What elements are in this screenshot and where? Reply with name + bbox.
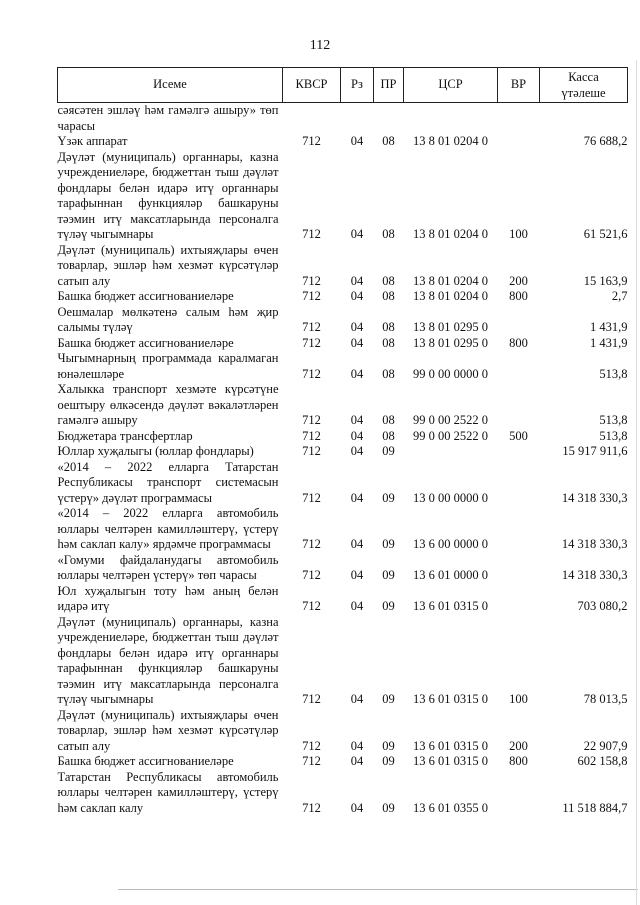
cell-vr xyxy=(498,444,540,460)
cell-pr: 09 xyxy=(382,754,395,768)
cell-kassa: 1 431,9 xyxy=(590,320,628,334)
cell-kassa: 513,8 xyxy=(599,413,628,427)
header-kvsr: КВСР xyxy=(283,68,341,103)
budget-table xyxy=(57,67,628,816)
cell-pr: 08 xyxy=(382,289,395,303)
table-row xyxy=(58,243,628,290)
cell-kassa: 602 158,8 xyxy=(577,754,628,768)
header-pr: ПР xyxy=(374,68,404,103)
table-row xyxy=(58,351,628,382)
cell-name: «2014 – 2022 елларга автомобиль юллары челтәрен камилләштерү, үстерү һәм саклап калу» ярдәмче программасы xyxy=(57,506,279,551)
cell-name: Башка бюджет ассигнованиеләре xyxy=(57,335,234,350)
cell-pr: 08 xyxy=(382,227,395,241)
cell-pr: 09 xyxy=(382,490,395,505)
cell-kassa: 14 318 330,3 xyxy=(561,568,628,582)
cell-kvsr: 712 xyxy=(302,692,321,706)
cell-name: Дәүләт (муниципаль) органнары, казна учреждениеләре, бюджеттан тыш дәүләт фондлары белән идарә итү органнары тарафыннан функцияләр башкаруны тәэмин итү максатларында персоналга түләү чыгымнары xyxy=(57,149,279,241)
page-number: 112 xyxy=(309,38,331,53)
right-edge-rule xyxy=(636,60,637,905)
cell-csr: 13 6 01 0315 0 xyxy=(413,599,488,613)
cell-kvsr: 712 xyxy=(302,599,321,613)
table-row xyxy=(58,553,628,584)
cell-kvsr xyxy=(283,103,341,135)
cell-kassa: 22 907,9 xyxy=(583,738,628,753)
cell-vr: 800 xyxy=(509,335,528,350)
cell-kassa: 513,8 xyxy=(599,366,628,381)
table-row xyxy=(58,429,628,445)
table-row xyxy=(58,134,628,150)
cell-vr: 100 xyxy=(509,227,528,241)
cell-vr xyxy=(498,351,540,382)
cell-pr: 09 xyxy=(382,800,395,815)
cell-vr: 800 xyxy=(509,289,528,303)
cell-name: Дәүләт (муниципаль) ихтыяҗлары өчен товарлар, эшләр һәм хезмәт күрсәтүләр сатып алу xyxy=(57,707,279,753)
header-name: Исеме xyxy=(58,68,283,103)
cell-kvsr: 712 xyxy=(302,490,321,505)
cell-pr: 09 xyxy=(382,738,395,753)
header-kassa-line2: үтәлеше xyxy=(561,86,606,100)
cell-csr: 99 0 00 0000 0 xyxy=(413,366,488,381)
cell-rz: 04 xyxy=(350,738,364,753)
cell-pr: 08 xyxy=(382,366,395,381)
table-row xyxy=(58,584,628,615)
cell-pr: 09 xyxy=(382,568,395,582)
table-row xyxy=(58,336,628,352)
cell-kvsr: 712 xyxy=(302,568,321,582)
cell-name: Бюджетара трансфертлар xyxy=(57,428,193,443)
header-kassa-line1: Касса xyxy=(568,70,599,84)
cell-csr: 13 0 00 0000 0 xyxy=(413,490,488,505)
cell-pr: 08 xyxy=(382,413,395,427)
cell-rz: 04 xyxy=(350,754,364,768)
cell-kassa: 78 013,5 xyxy=(583,692,628,706)
cell-csr: 13 6 01 0315 0 xyxy=(413,754,488,768)
cell-csr: 13 6 01 0315 0 xyxy=(413,692,488,706)
cell-csr: 13 8 01 0204 0 xyxy=(413,289,488,303)
cell-name: Татарстан Республикасы автомобиль юллары челтәрен камилләштерү, үстерү һәм саклап калу xyxy=(57,769,279,815)
table-row xyxy=(58,444,628,460)
cell-kvsr: 712 xyxy=(302,366,321,381)
cell-kassa: 15 163,9 xyxy=(583,273,628,288)
cell-rz: 04 xyxy=(350,413,364,427)
cell-name: Дәүләт (муниципаль) органнары, казна учреждениеләре, бюджеттан тыш дәүләт фондлары белән идарә итү органнары тарафыннан функцияләр башкаруны тәэмин итү максатларында персоналга түләү чыгымнары xyxy=(57,614,279,706)
cell-csr xyxy=(404,444,498,460)
cell-vr xyxy=(498,460,540,507)
cell-rz: 04 xyxy=(350,444,364,458)
cell-kassa: 11 518 884,7 xyxy=(562,800,628,815)
table-row xyxy=(58,506,628,553)
cell-csr xyxy=(404,103,498,135)
cell-kassa: 513,8 xyxy=(599,428,628,443)
cell-vr: 100 xyxy=(509,692,528,706)
cell-kassa: 15 917 911,6 xyxy=(562,444,628,458)
cell-kassa xyxy=(540,103,628,135)
cell-name: Халыкка транспорт хезмәте күрсәтүне оештыру өлкәсендә дәүләт вәкаләтләрен гамәлгә ашыру xyxy=(57,382,279,427)
cell-name: Оешмалар мөлкәтенә салым һәм җир салымы түләү xyxy=(57,304,279,334)
cell-csr: 13 6 01 0315 0 xyxy=(413,738,488,753)
cell-csr: 13 6 00 0000 0 xyxy=(413,537,488,551)
cell-rz: 04 xyxy=(350,599,364,613)
cell-vr xyxy=(498,770,540,817)
cell-vr xyxy=(498,584,540,615)
cell-pr: 09 xyxy=(382,599,395,613)
cell-rz: 04 xyxy=(350,134,364,148)
cell-kassa: 14 318 330,3 xyxy=(561,490,628,505)
cell-rz: 04 xyxy=(350,692,364,706)
cell-kvsr: 712 xyxy=(302,335,321,350)
cell-rz: 04 xyxy=(350,335,364,350)
table-row xyxy=(58,289,628,305)
cell-rz: 04 xyxy=(350,800,364,815)
cell-csr: 13 8 01 0295 0 xyxy=(413,320,488,334)
cell-csr: 13 6 01 0000 0 xyxy=(413,568,488,582)
cell-kvsr: 712 xyxy=(302,444,321,458)
cell-rz: 04 xyxy=(350,320,364,334)
cell-kvsr: 712 xyxy=(302,289,321,303)
cell-kassa: 61 521,6 xyxy=(583,227,628,241)
header-kassa xyxy=(540,68,628,103)
cell-rz: 04 xyxy=(350,428,364,443)
cell-rz: 04 xyxy=(350,273,364,288)
cell-csr: 99 0 00 2522 0 xyxy=(413,413,488,427)
cell-kvsr: 712 xyxy=(302,428,321,443)
bottom-rule xyxy=(118,889,638,890)
cell-kassa: 703 080,2 xyxy=(577,599,628,613)
cell-kvsr: 712 xyxy=(302,800,321,815)
header-vr: ВР xyxy=(498,68,540,103)
cell-pr: 09 xyxy=(382,537,395,551)
table-row xyxy=(58,708,628,755)
cell-rz: 04 xyxy=(350,568,364,582)
table-row xyxy=(58,460,628,507)
cell-kvsr: 712 xyxy=(302,273,321,288)
table-body xyxy=(58,103,628,817)
cell-name: Башка бюджет ассигнованиеләре xyxy=(57,754,234,768)
cell-pr: 09 xyxy=(382,692,395,706)
cell-vr: 200 xyxy=(509,273,528,288)
cell-name: Дәүләт (муниципаль) ихтыяҗлары өчен товарлар, эшләр һәм хезмәт күрсәтүләр сатып алу xyxy=(57,242,279,288)
cell-vr xyxy=(498,103,540,135)
cell-csr: 13 8 01 0204 0 xyxy=(413,273,488,288)
cell-pr: 09 xyxy=(382,444,395,458)
cell-vr: 500 xyxy=(509,428,528,443)
cell-name: Юллар хуҗалыгы (юллар фондлары) xyxy=(57,444,254,458)
cell-kassa: 1 431,9 xyxy=(590,335,628,350)
cell-csr: 99 0 00 2522 0 xyxy=(413,428,488,443)
cell-name: Чыгымнарның программада каралмаган юнәлешләре xyxy=(57,351,279,381)
cell-name: «Гомуми файдаланудагы автомобиль юллары челтәрен үстерү» төп чарасы xyxy=(57,552,279,582)
cell-pr: 08 xyxy=(382,320,395,334)
cell-name: сәясәтен эшләү һәм гамәлгә ашыру» төп чарасы xyxy=(57,103,279,133)
cell-kassa: 76 688,2 xyxy=(583,134,628,148)
cell-csr: 13 8 01 0204 0 xyxy=(413,134,488,148)
cell-rz: 04 xyxy=(350,289,364,303)
cell-vr xyxy=(498,134,540,150)
table-row xyxy=(58,615,628,708)
cell-kvsr: 712 xyxy=(302,320,321,334)
table-row xyxy=(58,103,628,135)
cell-pr: 08 xyxy=(382,428,395,443)
cell-pr: 08 xyxy=(382,134,395,148)
cell-vr xyxy=(498,506,540,553)
cell-csr: 13 8 01 0204 0 xyxy=(413,227,488,241)
table-row xyxy=(58,305,628,336)
cell-vr xyxy=(498,305,540,336)
cell-pr xyxy=(374,103,404,135)
cell-vr xyxy=(498,382,540,429)
table-header-row xyxy=(58,68,628,103)
cell-pr: 08 xyxy=(382,335,395,350)
cell-csr: 13 6 01 0355 0 xyxy=(413,800,488,815)
cell-rz: 04 xyxy=(350,490,364,505)
cell-kvsr: 712 xyxy=(302,413,321,427)
cell-rz: 04 xyxy=(350,537,364,551)
cell-kvsr: 712 xyxy=(302,754,321,768)
cell-rz: 04 xyxy=(350,227,364,241)
table-row xyxy=(58,770,628,817)
header-rz: Рз xyxy=(341,68,374,103)
cell-pr: 08 xyxy=(382,273,395,288)
table-row xyxy=(58,382,628,429)
cell-vr: 800 xyxy=(509,754,528,768)
cell-rz: 04 xyxy=(350,366,364,381)
cell-name: Үзәк аппарат xyxy=(57,134,128,148)
cell-kassa: 14 318 330,3 xyxy=(561,537,628,551)
cell-kvsr: 712 xyxy=(302,227,321,241)
cell-name: Башка бюджет ассигнованиеләре xyxy=(57,289,234,303)
cell-kvsr: 712 xyxy=(302,537,321,551)
cell-name: Юл хуҗалыгын тоту һәм аның белән идарә итү xyxy=(57,583,279,613)
cell-name: «2014 – 2022 елларга Татарстан Республикасы транспорт системасын үстерү» дәүләт программасы xyxy=(57,459,279,505)
cell-vr xyxy=(498,553,540,584)
table-row xyxy=(58,754,628,770)
table-row xyxy=(58,150,628,243)
cell-kvsr: 712 xyxy=(302,134,321,148)
header-csr: ЦСР xyxy=(404,68,498,103)
cell-vr: 200 xyxy=(509,738,528,753)
cell-kvsr: 712 xyxy=(302,738,321,753)
cell-rz xyxy=(341,103,374,135)
cell-csr: 13 8 01 0295 0 xyxy=(413,335,488,350)
cell-kassa: 2,7 xyxy=(611,289,628,303)
